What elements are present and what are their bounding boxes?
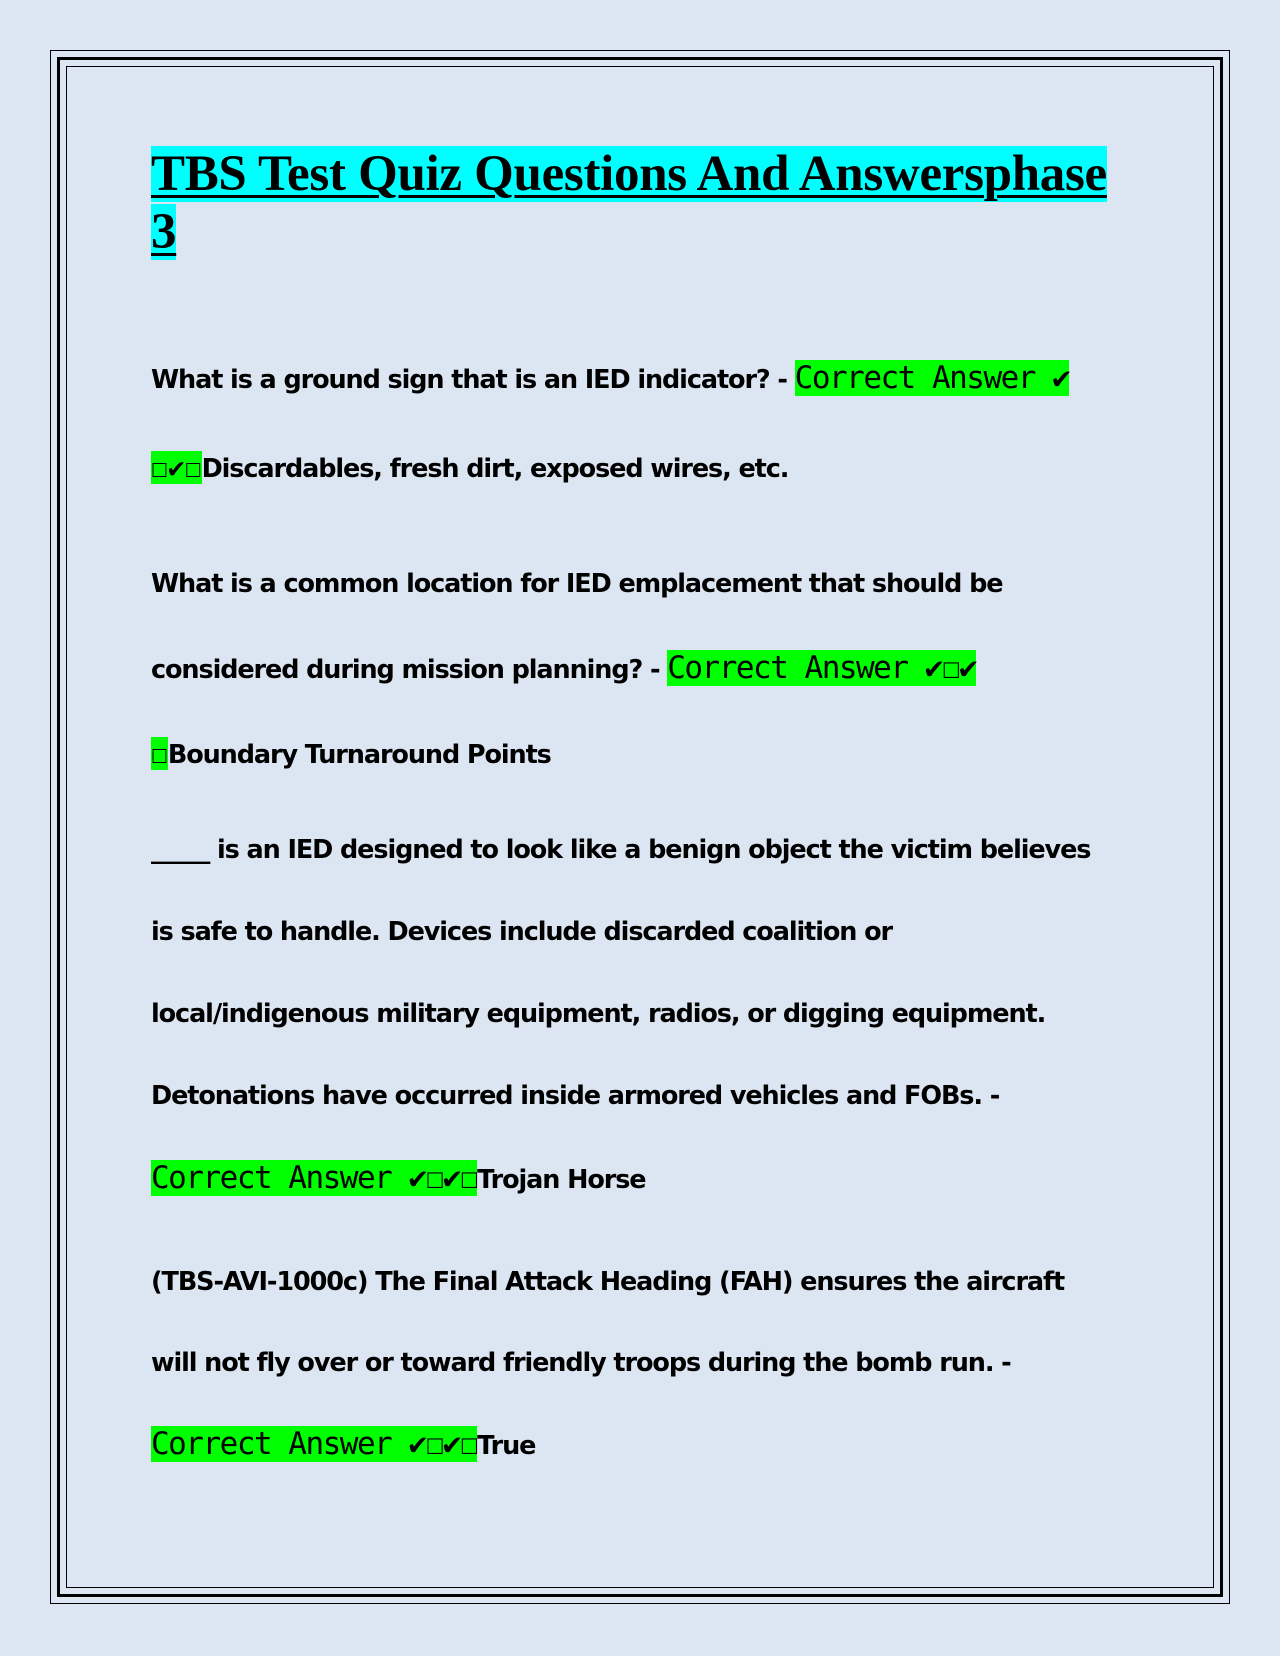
question-text: _____ is an IED designed to look like a benign object the victim believes is safe to handle. Devices include discarded coalition or local/indigenous military equipment, radios, or digging equipment. Detonations have occurred inside armored vehicles and FOBs. - (151, 835, 1091, 1111)
qa-item-1 (151, 335, 1111, 513)
answer-text: Trojan Horse (477, 1165, 646, 1195)
document-title (151, 145, 1111, 261)
question-text: What is a common location for IED emplacement that should be considered during mission planning? - (151, 569, 1003, 685)
answer-marks: ☐ (151, 737, 168, 770)
correct-answer-label: Correct Answer ✔☐✔ (667, 650, 977, 686)
correct-answer-label: Correct Answer ✔☐✔☐ (151, 1426, 478, 1462)
answer-marks: ☐✔☐ (151, 451, 202, 484)
answer-text: Discardables, fresh dirt, exposed wires, etc. (201, 454, 789, 484)
document-body (151, 145, 1111, 1462)
correct-answer-label: Correct Answer ✔ (794, 360, 1070, 396)
correct-answer-label: Correct Answer ✔☐✔☐ (151, 1160, 478, 1196)
question-text: What is a ground sign that is an IED indicator? - (151, 365, 795, 395)
title-text: TBS Test Quiz Questions And Answersphase 3 (151, 146, 1107, 260)
qa-item-3 (151, 809, 1111, 1221)
question-text: (TBS-AVI-1000c) The Final Attack Heading (FAH) ensures the aircraft will not fly over or toward friendly troops during the bomb run. - (151, 1267, 1065, 1378)
answer-text: True (477, 1431, 536, 1461)
answer-text: Boundary Turnaround Points (167, 740, 551, 770)
qa-item-4 (151, 1242, 1111, 1487)
qa-item-2 (151, 542, 1111, 797)
